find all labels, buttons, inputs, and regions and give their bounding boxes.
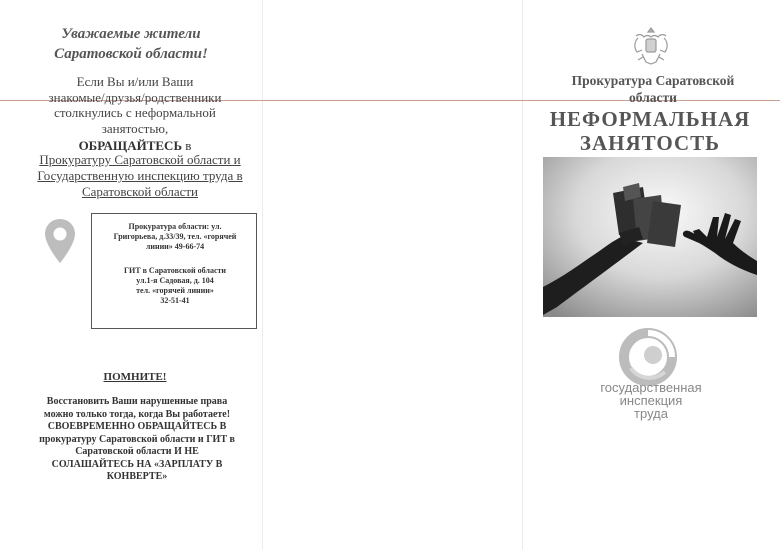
location-pin-icon	[44, 218, 76, 264]
warning-text	[22, 396, 252, 484]
intro-line: Если Вы и/или Ваши	[76, 74, 194, 89]
fold-line-left	[262, 0, 263, 550]
page-title	[532, 107, 768, 155]
link-line: Прокуратуру Саратовской области и	[39, 152, 241, 167]
prosecutor-contact	[100, 222, 250, 252]
agency-name	[548, 72, 758, 106]
double-headed-eagle-crest-icon	[628, 24, 674, 68]
warning-line: можно только тогда, когда Вы работаете!	[43, 408, 231, 420]
git-line: инспекция	[619, 393, 683, 408]
title-line: НЕФОРМАЛЬНАЯ	[549, 107, 751, 131]
git-circle-logo-icon	[613, 328, 683, 386]
warning-line: Саратовской области И НЕ	[75, 446, 199, 457]
intro-line: занятостью,	[101, 120, 169, 136]
contact-line: 32-51-41	[160, 296, 190, 305]
intro-line: столкнулись с неформальной	[54, 105, 216, 120]
git-name	[586, 381, 716, 420]
contact-bold: ОБРАЩАЙТЕСЬ	[78, 138, 183, 153]
intro-line: знакомые/друзья/родственники	[48, 89, 222, 105]
warning-line: прокуратуру Саратовской области и ГИТ в	[39, 433, 235, 445]
fold-line-right	[522, 0, 523, 550]
greeting	[20, 24, 242, 64]
agency-line: области	[629, 90, 677, 105]
warning-line: КОНВЕРТЕ»	[106, 471, 168, 482]
agency-links	[30, 152, 250, 200]
contact-line: Григорьева, д.33/39, тел. «горячей	[113, 232, 237, 241]
contact-in: в	[185, 138, 192, 153]
contact-box	[91, 213, 257, 329]
link-line: Государственную инспекцию труда в	[37, 168, 243, 183]
contact-line: Прокуратура области: ул.	[128, 222, 222, 231]
intro-text	[30, 74, 240, 136]
left-panel	[0, 0, 262, 550]
git-line: государственная	[600, 380, 702, 395]
contact-line: ул.1-я Садовая, д. 104	[136, 276, 214, 285]
greeting-line: Саратовской области!	[54, 46, 208, 62]
warning-line: СВОЕВРЕМЕННО ОБРАЩАЙТЕСЬ В	[47, 421, 227, 432]
contact-line: линии» 49-66-74	[145, 242, 205, 251]
title-line: ЗАНЯТОСТЬ	[579, 131, 721, 155]
hands-passing-envelope-photo	[543, 157, 757, 317]
remember-heading: ПОМНИТЕ!	[103, 371, 167, 383]
git-contact	[100, 266, 250, 306]
contact-line: ГИТ в Саратовской области	[123, 266, 227, 275]
warning-line: СОЛАШАЙТЕСЬ НА «ЗАРПЛАТУ В	[51, 458, 223, 470]
greeting-line: Уважаемые жители	[61, 26, 201, 42]
agency-line: Прокуратура Саратовской	[571, 73, 735, 88]
git-line: труда	[634, 406, 668, 421]
warning-line: Восстановить Ваши нарушенные права	[46, 396, 228, 407]
link-line: Саратовской области	[81, 184, 199, 199]
contact-line: тел. «горячей линии»	[136, 286, 214, 295]
